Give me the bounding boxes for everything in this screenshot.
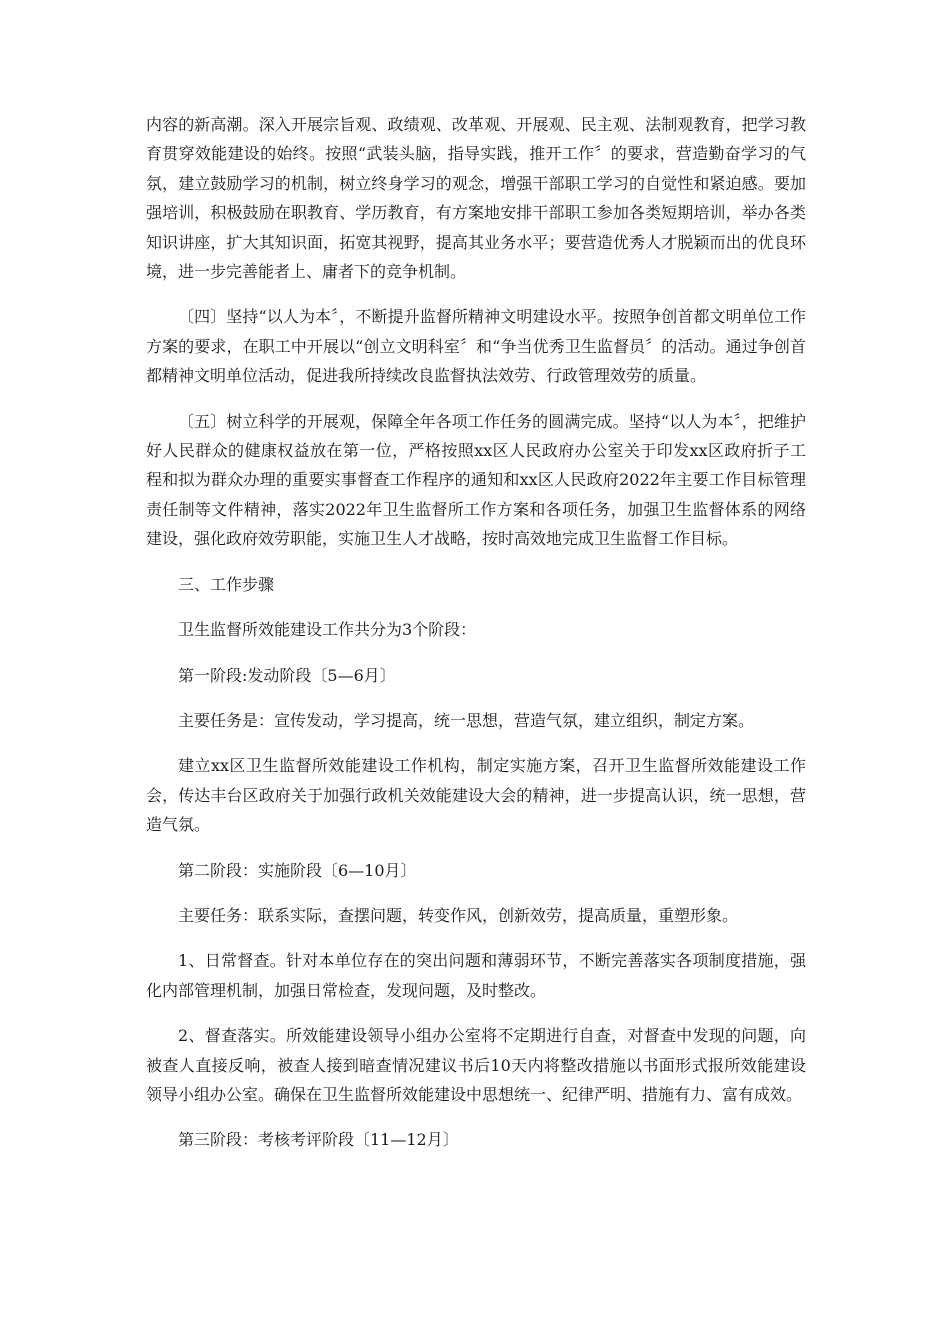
paragraph-stage-one-tasks: 主要任务是：宣传发动，学习提高，统一思想，营造气氛，建立组织，制定方案。: [178, 710, 755, 730]
paragraph-stage-one-detail: 建立xx区卫生监督所效能建设工作机构，制定实施方案，召开卫生监督所效能建设工作会，传达丰台区政府关于加强行政机关效能建设大会的精神，进一步提高认识，统一思想，营造气氛。: [146, 756, 806, 835]
document-page: [146, 110, 806, 1155]
paragraph-stage-two-tasks: 主要任务：联系实际，查摆问题，转变作风，创新效劳，提高质量，重塑形象。: [178, 905, 739, 925]
paragraph-study-education: 内容的新高潮。深入开展宗旨观、政绩观、改革观、开展观、民主观、法制观教育，把学习教育贯穿效能建设的始终。按照“武装头脑，指导实践，推开工作〞的要求，营造勤奋学习的气氛，建立鼓励学习的机制，树立终身学习的观念，增强干部职工学习的自觉性和紧迫感。要加强培训，积极鼓励在职教育、学历教育，有方案地安排干部职工参加各类短期培训，举办各类知识讲座，扩大其知识面，拓宽其视野，提高其业务水平；要营造优秀人才脱颖而出的优良环境，进一步完善能者上、庸者下的竞争机制。: [146, 115, 806, 282]
paragraph-three-stages: 卫生监督所效能建设工作共分为3个阶段：: [178, 620, 477, 640]
heading-stage-three: 第三阶段：考核考评阶段〔11—12月〕: [178, 1130, 459, 1150]
heading-stage-two: 第二阶段：实施阶段〔6—10月〕: [178, 860, 417, 880]
paragraph-section-four: 〔四〕坚持“以人为本〞，不断提升监督所精神文明建设水平。按照争创首都文明单位工作方案的要求，在职工中开展以“创立文明科室〞和“争当优秀卫生监督员〞的活动。通过争创首都精神文明单位活动，促进我所持续改良监督执法效劳、行政管理效劳的质量。: [146, 307, 806, 386]
paragraph-section-five: 〔五〕树立科学的开展观，保障全年各项工作任务的圆满完成。坚持“以人为本〞，把维护好人民群众的健康权益放在第一位，严格按照xx区人民政府办公室关于印发xx区政府折子工程和拟为群众办理的重要实事督查工作程序的通知和xx区人民政府2022年主要工作目标管理责任制等文件精神，落实2022年卫生监督所工作方案和各项任务，加强卫生监督体系的网络建设，强化政府效劳职能，实施卫生人才战略，按时高效地完成卫生监督工作目标。: [146, 411, 806, 549]
paragraph-inspection-implementation: 2、督查落实。所效能建设领导小组办公室将不定期进行自查，对督查中发现的问题，向被查人直接反响，被查人接到暗查情况建议书后10天内将整改措施以书面形式报所效能建设领导小组办公室。确保在卫生监督所效能建设中思想统一、纪律严明、措施有力、富有成效。: [146, 1026, 806, 1104]
heading-stage-one: 第一阶段:发动阶段〔5—6月〕: [178, 665, 396, 685]
heading-work-steps: 三、工作步骤: [178, 574, 275, 594]
paragraph-daily-inspection: 1、日常督查。针对本单位存在的突出问题和薄弱环节，不断完善落实各项制度措施，强化内部管理机制，加强日常检查，发现问题，及时整改。: [146, 951, 806, 1000]
